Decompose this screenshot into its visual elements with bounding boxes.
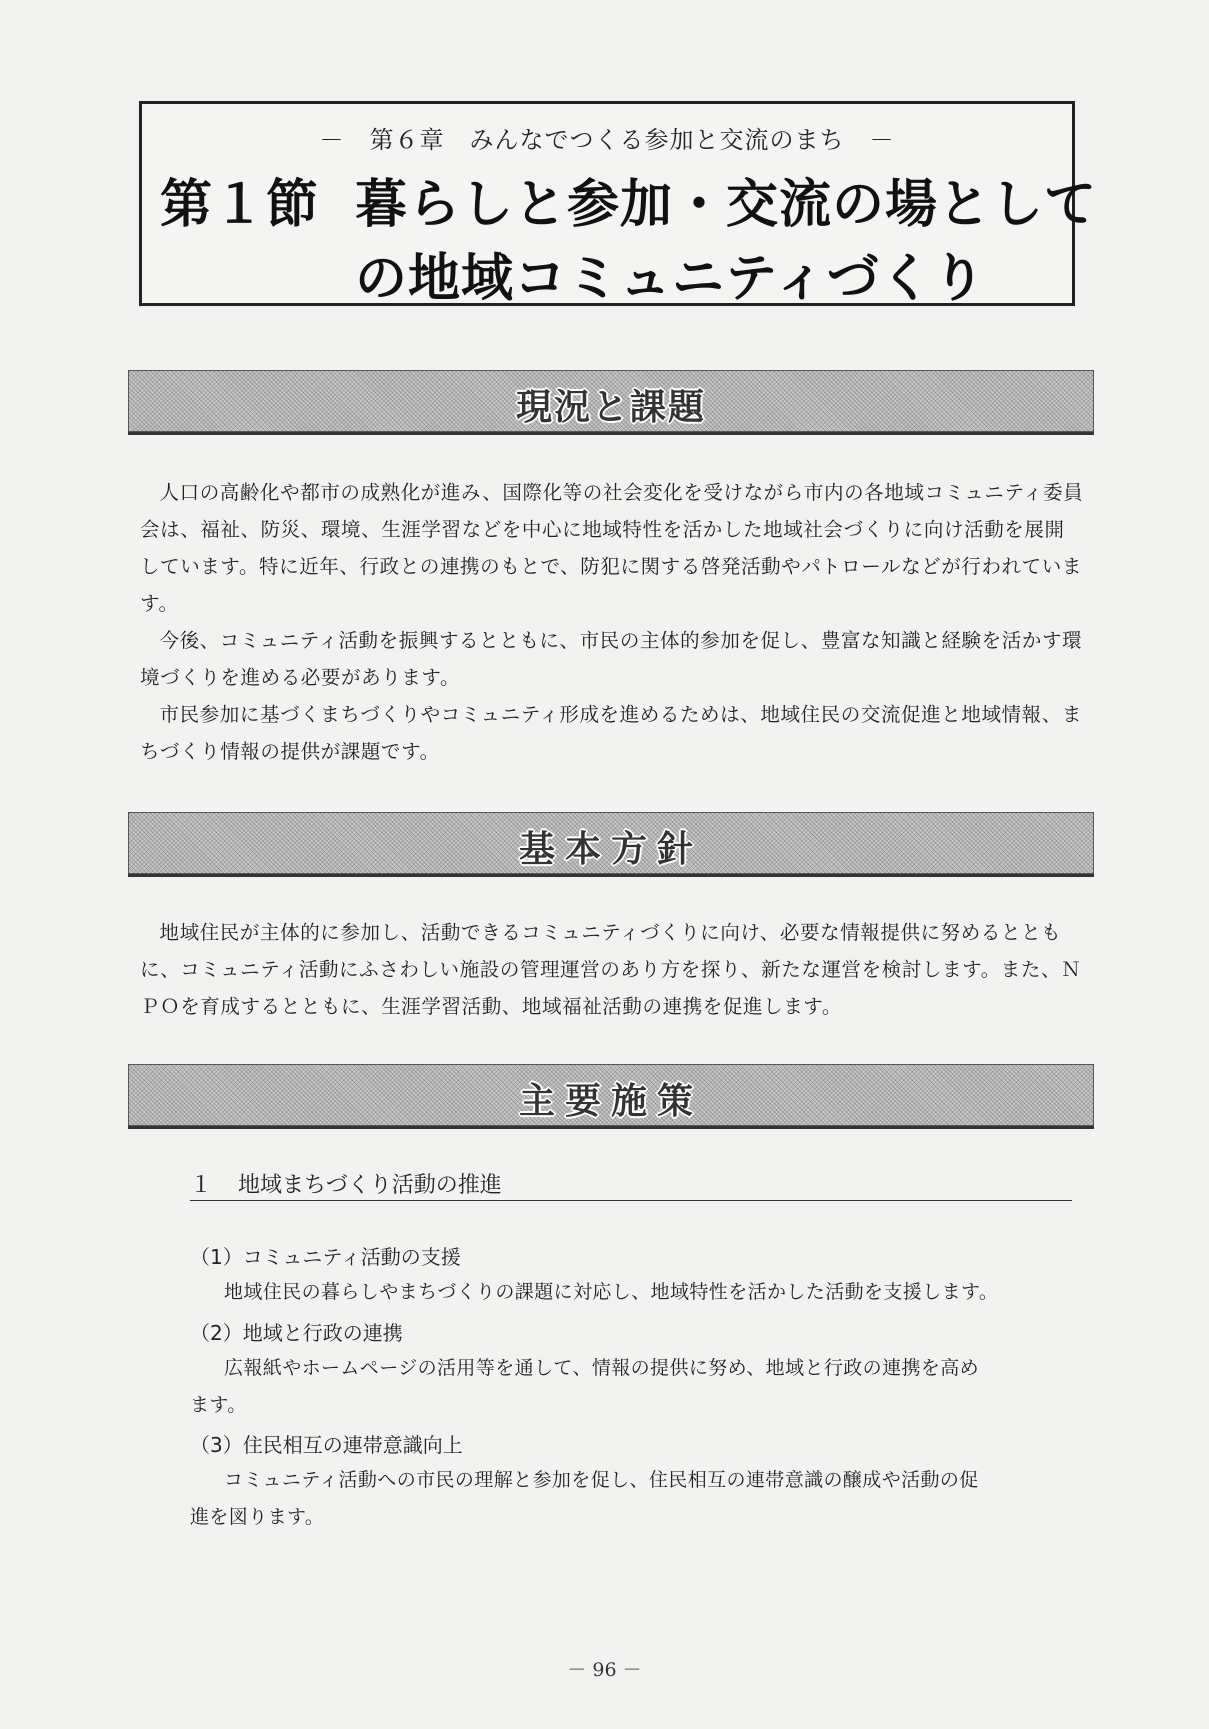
banner-current-issues-label: 現況と課題 [515, 387, 706, 428]
section-number: 第１節 [160, 175, 320, 235]
measure-item-1-line-1: 地域住民の暮らしやまちづくりの課題に対応し、地域特性を活かした活動を支援します。 [224, 1281, 999, 1303]
banner-main-measures-label: 主要施策 [518, 1081, 703, 1122]
section-title-line-2: の地域コミュニティづくり [355, 249, 986, 309]
measure-item-3-text [190, 1462, 1080, 1536]
measure-item-3-title: （3）住民相互の連帯意識向上 [190, 1433, 463, 1457]
banner-basic-policy [128, 812, 1094, 874]
measure-item-1-title: （1）コミュニティ活動の支援 [190, 1245, 461, 1269]
measure-heading-text: 地域まちづくり活動の推進 [238, 1173, 502, 1198]
section-title-text-1: 暮らしと参加・交流の場として [355, 175, 1098, 235]
basic-policy-text [140, 914, 1084, 1025]
measure-item-2-line-1: 広報紙やホームページの活用等を通して、情報の提供に努め、地域と行政の連携を高め [224, 1357, 980, 1379]
measure-item-2-line-2: ます。 [190, 1394, 247, 1416]
measure-item-3-line-2: 進を図ります。 [190, 1506, 325, 1528]
banner-basic-policy-label: 基本方針 [518, 829, 703, 870]
page-number: － 96 － [567, 1659, 642, 1681]
current-paragraph-3: 市民参加に基づくまちづくりやコミュニティ形成を進めるためは、地域住民の交流促進と地域情報、まちづくり情報の提供が課題です。 [140, 703, 1082, 763]
measure-item-2 [190, 1316, 1080, 1424]
section-title-box [139, 101, 1098, 309]
measure-item-2-title: （2）地域と行政の連携 [190, 1321, 403, 1345]
current-paragraph-1: 人口の高齢化や都市の成熟化が進み、国際化等の社会変化を受けながら市内の各地域コミュニティ委員会は、福祉、防災、環境、生涯学習などを中心に地域特性を活かした地域社会づくりに向け活動を展開しています。特に近年、行政との連携のもとで、防犯に関する啓発活動やパトロールなどが行われています。 [140, 481, 1084, 615]
measure-item-1-text [190, 1274, 1080, 1311]
measure-item-2-text [190, 1350, 1080, 1424]
banner-current-issues [128, 370, 1094, 432]
measure-heading [190, 1168, 1072, 1201]
measure-item-3 [190, 1428, 1080, 1536]
measure-item-3-line-1: コミュニティ活動への市民の理解と参加を促し、住民相互の連帯意識の醸成や活動の促 [224, 1469, 979, 1491]
measure-item-1 [190, 1240, 1080, 1311]
current-issues-text [140, 474, 1084, 770]
section-title-line-1 [160, 162, 1097, 237]
banner-main-measures [128, 1064, 1094, 1126]
policy-paragraph-1: 地域住民が主体的に参加し、活動できるコミュニティづくりに向け、必要な情報提供に努めるとともに、コミュニティ活動にふさわしい施設の管理運営のあり方を探り、新たな運営を検討します。また、ＮＰＯを育成するとともに、生涯学習活動、地域福祉活動の連携を促進します。 [140, 921, 1082, 1018]
chapter-heading: － 第６章 みんなでつくる参加と交流のまち － [319, 126, 895, 154]
measure-heading-number: １ [190, 1173, 213, 1198]
current-paragraph-2: 今後、コミュニティ活動を振興するとともに、市民の主体的参加を促し、豊富な知識と経験を活かす環境づくりを進める必要があります。 [140, 629, 1083, 689]
